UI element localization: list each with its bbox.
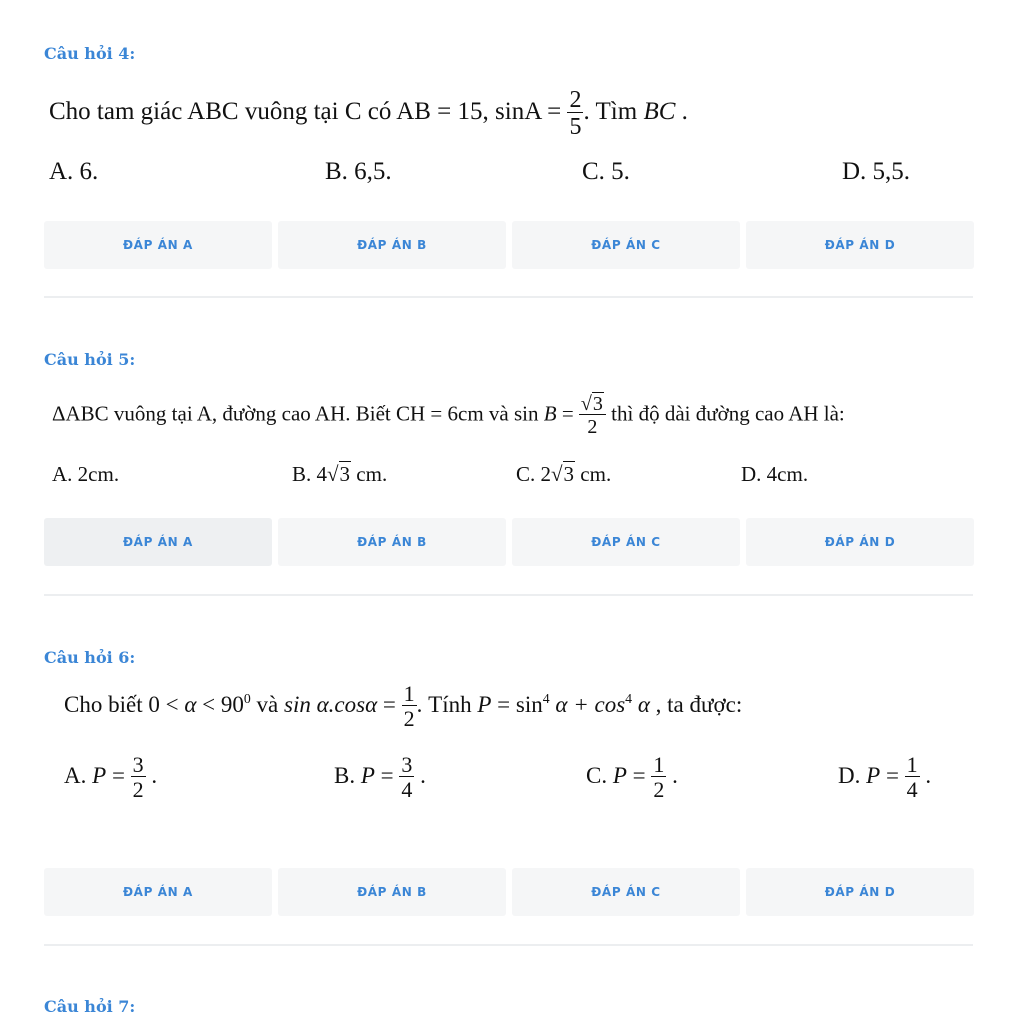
stem-text: . Tìm [583, 98, 644, 126]
stem-variable: P [477, 691, 492, 717]
answer-b-button[interactable]: ĐÁP ÁN B [278, 868, 506, 916]
option-a: A. 6. [49, 158, 99, 185]
superscript: 4 [625, 691, 633, 707]
fraction-denominator: 2 [579, 414, 606, 437]
fraction [402, 683, 417, 730]
sqrt: √3 [327, 462, 351, 486]
answer-c-button[interactable]: ĐÁP ÁN C [512, 868, 740, 916]
fraction [579, 394, 606, 437]
sqrt-argument: 3 [592, 393, 603, 415]
sqrt: √3 [551, 462, 575, 486]
fraction: $\frac{3}{2}$ [132, 752, 144, 802]
stem-variable: BC [643, 98, 676, 126]
answer-c-button[interactable]: ĐÁP ÁN C [512, 518, 740, 566]
stem-variable: α [184, 691, 197, 717]
stem-text: ΔABC vuông tại A, đường cao AH. Biết CH = 6cm và [52, 401, 514, 426]
answer-a-button[interactable]: ĐÁP ÁN A [44, 518, 272, 566]
option-c: C. P = $\frac{1}{2}$ . [586, 752, 678, 802]
question-title: Câu hỏi 7: [44, 997, 136, 1016]
sqrt: √3 [580, 393, 603, 415]
divider [44, 296, 973, 298]
answer-buttons [44, 868, 973, 916]
question-title: Câu hỏi 6: [44, 648, 136, 667]
stem-expression: α + cos [549, 691, 626, 717]
fraction: $\frac{1}{4}$ [906, 752, 918, 802]
superscript: 0 [243, 691, 251, 707]
answer-b-button[interactable]: ĐÁP ÁN B [278, 518, 506, 566]
question-stem [52, 394, 845, 437]
fraction-denominator: 5 [569, 114, 582, 140]
superscript: 4 [542, 691, 550, 707]
stem-text: thì độ dài đường cao AH là: [605, 401, 845, 426]
option-c: C. 2√3 cm. [516, 462, 612, 486]
stem-text: < 90 [196, 691, 244, 717]
answer-d-button[interactable]: ĐÁP ÁN D [746, 518, 974, 566]
answer-c-button[interactable]: ĐÁP ÁN C [512, 221, 740, 269]
stem-variable: B [543, 401, 557, 426]
option-b: B. P = $\frac{3}{4}$ . [334, 752, 426, 802]
stem-text: , ta được: [649, 691, 743, 717]
divider [44, 594, 973, 596]
stem-text: Cho biết [64, 691, 149, 717]
stem-text: 0 < [148, 691, 185, 717]
option-a: A. P = $\frac{3}{2}$ . [64, 752, 158, 802]
fraction-numerator [579, 394, 606, 414]
fraction: $\frac{1}{2}$ [653, 752, 665, 802]
answer-a-button[interactable]: ĐÁP ÁN A [44, 221, 272, 269]
stem-text: = [556, 401, 579, 426]
answer-b-button[interactable]: ĐÁP ÁN B [278, 221, 506, 269]
stem-expression: sin α.cosα [284, 691, 378, 717]
stem-text: và [250, 691, 285, 717]
option-a: A. 2cm. [52, 462, 120, 486]
fraction-numerator: 2 [569, 87, 582, 113]
fraction-numerator: 1 [403, 681, 415, 706]
question-title: Câu hỏi 5: [44, 350, 136, 369]
stem-text: Cho tam giác ABC vuông tại C có AB = 15, sinA = [49, 98, 568, 126]
stem-text: = sin [491, 691, 543, 717]
option-d: D. P = $\frac{1}{4}$ . [838, 752, 932, 802]
answer-buttons [44, 221, 973, 269]
option-d: D. 5,5. [842, 158, 911, 185]
fraction-denominator: 2 [403, 706, 415, 731]
question-title: Câu hỏi 4: [44, 44, 136, 63]
option-b: B. 4√3 cm. [292, 462, 388, 486]
stem-text: sin [513, 401, 544, 426]
stem-text: = [377, 691, 402, 717]
option-d: D. 4cm. [741, 462, 809, 486]
stem-text: . Tính [416, 691, 478, 717]
answer-a-button[interactable]: ĐÁP ÁN A [44, 868, 272, 916]
divider [44, 944, 973, 946]
option-b: B. 6,5. [325, 158, 392, 185]
question-stem [49, 88, 688, 139]
option-c: C. 5. [582, 158, 630, 185]
stem-text: . [675, 98, 688, 126]
answer-d-button[interactable]: ĐÁP ÁN D [746, 868, 974, 916]
answer-buttons [44, 518, 973, 566]
stem-expression: α [632, 691, 650, 717]
question-stem [64, 683, 742, 730]
answer-d-button[interactable]: ĐÁP ÁN D [746, 221, 974, 269]
fraction: $\frac{3}{4}$ [401, 752, 413, 802]
fraction [567, 88, 583, 139]
